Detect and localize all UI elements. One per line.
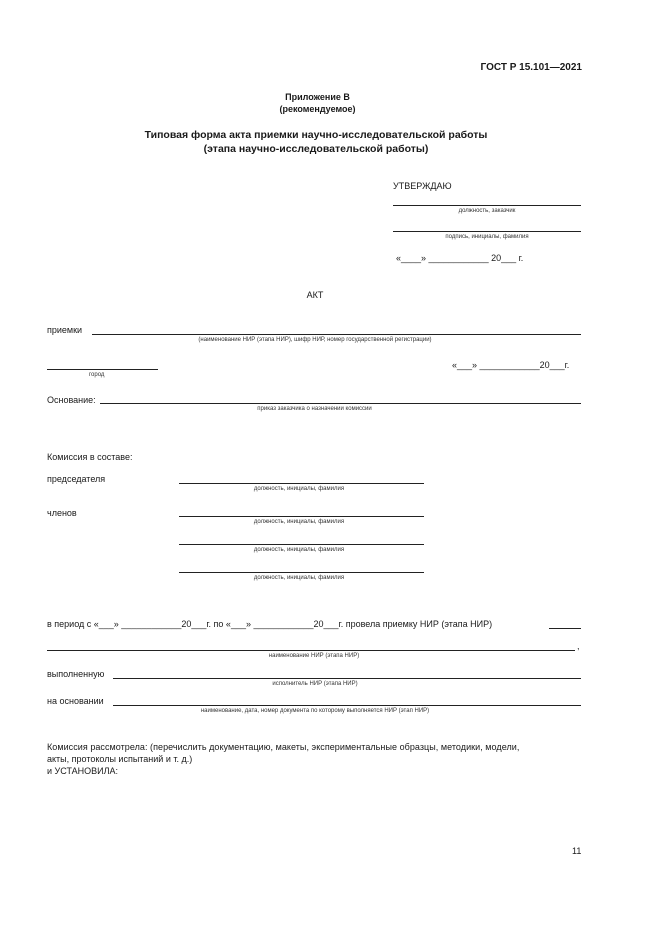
basis2-line xyxy=(113,705,581,706)
approval-position-caption: должность, заказчик xyxy=(458,208,516,214)
approval-position-line xyxy=(393,205,581,206)
appendix-subtitle: (рекомендуемое) xyxy=(279,104,356,114)
acceptance-caption: (наименование НИР (этапа НИР), шифр НИР, номер государственной регистрации) xyxy=(198,337,432,343)
period-name-line xyxy=(47,650,575,651)
commission-intro: Комиссия в составе: xyxy=(47,452,133,462)
chairman-label: председателя xyxy=(47,474,106,484)
review-line2: акты, протоколы испытаний и т. д.) xyxy=(47,754,193,764)
member-caption-2: должность, инициалы, фамилия xyxy=(253,547,345,553)
performed-line xyxy=(113,678,581,679)
review-line1: Комиссия рассмотрела: (перечислить документацию, макеты, экспериментальные образцы, методики, модели, xyxy=(47,742,520,752)
member-line-2 xyxy=(179,544,424,545)
approval-date: «____» ____________ 20___ г. xyxy=(396,253,524,263)
review-line3: и УСТАНОВИЛА: xyxy=(47,766,119,776)
form-title-line1: Типовая форма акта приемки научно-исследовательской работы xyxy=(144,129,488,141)
form-title-line2: (этапа научно-исследовательской работы) xyxy=(203,143,429,155)
performed-label: выполненную xyxy=(47,669,105,679)
approval-signature-caption: подпись, инициалы, фамилия xyxy=(445,234,529,240)
members-label: членов xyxy=(47,508,77,518)
city-line xyxy=(47,369,158,370)
basis-caption: приказ заказчика о назначении комиссии xyxy=(257,406,372,412)
act-date: «___» ____________20___г. xyxy=(452,360,570,370)
basis-label: Основание: xyxy=(47,395,96,405)
period-name-caption: наименование НИР (этапа НИР) xyxy=(268,653,360,659)
approval-signature-line xyxy=(393,231,581,232)
member-line-1 xyxy=(179,516,424,517)
period-text: в период с «___» ____________20___г. по «___» ____________20___г. провела приемку НИР (этапа НИР) xyxy=(47,619,493,629)
basis2-label: на основании xyxy=(47,696,104,706)
acceptance-line xyxy=(92,334,581,335)
member-caption-1: должность, инициалы, фамилия xyxy=(253,519,345,525)
basis2-caption: наименование, дата, номер документа по которому выполняется НИР (этап НИР) xyxy=(200,708,430,714)
appendix-title: Приложение В xyxy=(285,92,350,102)
period-comma: , xyxy=(577,641,580,651)
chairman-caption: должность, инициалы, фамилия xyxy=(253,486,345,492)
acceptance-label: приемки xyxy=(47,325,83,335)
performed-caption: исполнитель НИР (этапа НИР) xyxy=(272,681,358,687)
period-tail-line xyxy=(549,628,581,629)
member-line-3 xyxy=(179,572,424,573)
act-title: АКТ xyxy=(306,290,324,300)
basis-line xyxy=(100,403,581,404)
standard-number: ГОСТ Р 15.101—2021 xyxy=(480,62,582,73)
page-number: 11 xyxy=(572,846,582,856)
city-caption: город xyxy=(89,372,105,378)
member-caption-3: должность, инициалы, фамилия xyxy=(253,575,345,581)
approval-label: УТВЕРЖДАЮ xyxy=(393,181,452,191)
chairman-line xyxy=(179,483,424,484)
